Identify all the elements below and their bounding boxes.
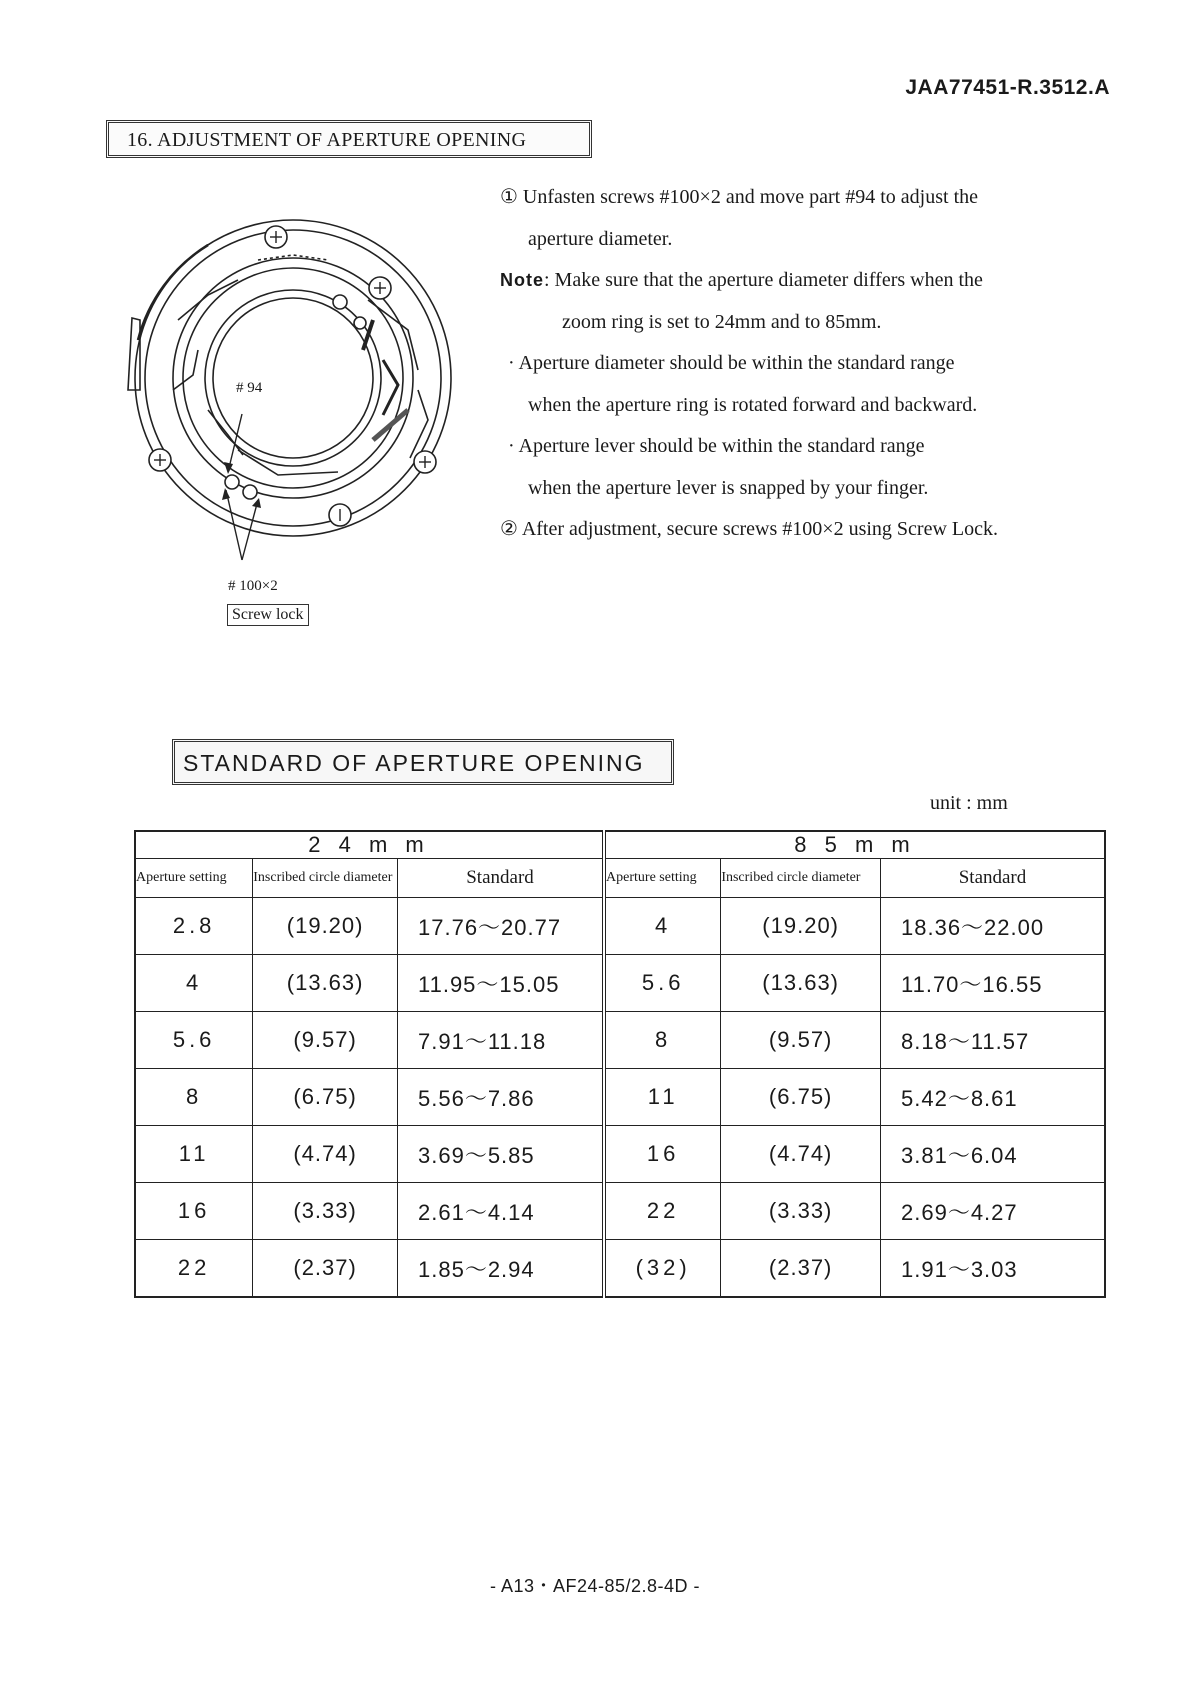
inscribed-85: (19.20) bbox=[721, 898, 881, 955]
group-24mm: 2 4 m m bbox=[135, 831, 604, 859]
col-inscribed-85: Inscribed circle diameter bbox=[721, 859, 881, 898]
aperture-85: 16 bbox=[604, 1126, 721, 1183]
table-row bbox=[135, 1069, 1105, 1126]
inscribed-24: (9.57) bbox=[253, 1012, 398, 1069]
table-column-header bbox=[135, 859, 1105, 898]
standard-24: 1.85～2.94 bbox=[398, 1240, 605, 1298]
table-row bbox=[135, 1126, 1105, 1183]
standard-title: STANDARD OF APERTURE OPENING bbox=[172, 739, 674, 785]
standard-24: 3.69～5.85 bbox=[398, 1126, 605, 1183]
table-row bbox=[135, 1183, 1105, 1240]
bullet2-line2: when the aperture lever is snapped by your finger. bbox=[528, 476, 929, 499]
group-85mm: 8 5 m m bbox=[604, 831, 1105, 859]
step1-line1: ① Unfasten screws #100×2 and move part #94 to adjust the bbox=[500, 186, 978, 208]
instructions bbox=[500, 177, 1140, 551]
bullet2-line1: · Aperture lever should be within the standard range bbox=[508, 435, 925, 457]
unit-label: unit : mm bbox=[930, 792, 1008, 814]
table-row bbox=[135, 1012, 1105, 1069]
aperture-24: 2.8 bbox=[135, 898, 253, 955]
standard-24: 2.61～4.14 bbox=[398, 1183, 605, 1240]
note-text: : Make sure that the aperture diameter differs when the bbox=[544, 269, 983, 291]
inscribed-85: (4.74) bbox=[721, 1126, 881, 1183]
aperture-24: 16 bbox=[135, 1183, 253, 1240]
aperture-24: 8 bbox=[135, 1069, 253, 1126]
bullet1-line2: when the aperture ring is rotated forward and backward. bbox=[528, 393, 978, 416]
bullet1-line1: · Aperture diameter should be within the standard range bbox=[508, 352, 955, 374]
table-row bbox=[135, 898, 1105, 955]
inscribed-85: (3.33) bbox=[721, 1183, 881, 1240]
screw-lock-label: Screw lock bbox=[227, 604, 309, 626]
inscribed-85: (13.63) bbox=[721, 955, 881, 1012]
aperture-24: 4 bbox=[135, 955, 253, 1012]
col-standard-85: Standard bbox=[881, 859, 1106, 898]
inscribed-85: (2.37) bbox=[721, 1240, 881, 1298]
aperture-85: (32) bbox=[604, 1240, 721, 1298]
screw-100-label: # 100×2 bbox=[228, 578, 278, 594]
aperture-85: 22 bbox=[604, 1183, 721, 1240]
document-id: JAA77451-R.3512.A bbox=[905, 76, 1110, 99]
aperture-85: 5.6 bbox=[604, 955, 721, 1012]
standard-24: 11.95～15.05 bbox=[398, 955, 605, 1012]
standard-24: 17.76～20.77 bbox=[398, 898, 605, 955]
note-label: Note bbox=[500, 270, 544, 290]
col-standard-24: Standard bbox=[398, 859, 605, 898]
note-line1 bbox=[500, 260, 1140, 302]
standard-85: 3.81～6.04 bbox=[881, 1126, 1106, 1183]
part-94-label: # 94 bbox=[236, 380, 263, 396]
col-aperture-24: Aperture setting bbox=[135, 859, 253, 898]
table-group-header bbox=[135, 831, 1105, 859]
lens-mount-diagram bbox=[118, 200, 478, 590]
inscribed-85: (9.57) bbox=[721, 1012, 881, 1069]
aperture-standard-table bbox=[134, 830, 1106, 1298]
inscribed-24: (4.74) bbox=[253, 1126, 398, 1183]
inscribed-24: (2.37) bbox=[253, 1240, 398, 1298]
standard-24: 5.56～7.86 bbox=[398, 1069, 605, 1126]
aperture-85: 4 bbox=[604, 898, 721, 955]
col-inscribed-24: Inscribed circle diameter bbox=[253, 859, 398, 898]
standard-85: 2.69～4.27 bbox=[881, 1183, 1106, 1240]
step1-line2: aperture diameter. bbox=[528, 227, 673, 250]
aperture-24: 22 bbox=[135, 1240, 253, 1298]
inscribed-24: (6.75) bbox=[253, 1069, 398, 1126]
inscribed-24: (19.20) bbox=[253, 898, 398, 955]
standard-85: 8.18～11.57 bbox=[881, 1012, 1106, 1069]
standard-85: 1.91～3.03 bbox=[881, 1240, 1106, 1298]
table-row bbox=[135, 1240, 1105, 1298]
aperture-24: 11 bbox=[135, 1126, 253, 1183]
inscribed-24: (13.63) bbox=[253, 955, 398, 1012]
page-footer: - A13・AF24-85/2.8-4D - bbox=[489, 1576, 701, 1596]
step2-line: ② After adjustment, secure screws #100×2 using Screw Lock. bbox=[500, 518, 998, 540]
table-row bbox=[135, 955, 1105, 1012]
aperture-85: 11 bbox=[604, 1069, 721, 1126]
section-title: 16. ADJUSTMENT OF APERTURE OPENING bbox=[106, 120, 592, 158]
standard-85: 5.42～8.61 bbox=[881, 1069, 1106, 1126]
standard-24: 7.91～11.18 bbox=[398, 1012, 605, 1069]
col-aperture-85: Aperture setting bbox=[604, 859, 721, 898]
inscribed-24: (3.33) bbox=[253, 1183, 398, 1240]
aperture-24: 5.6 bbox=[135, 1012, 253, 1069]
standard-85: 18.36～22.00 bbox=[881, 898, 1106, 955]
note-line2: zoom ring is set to 24mm and to 85mm. bbox=[562, 310, 882, 333]
inscribed-85: (6.75) bbox=[721, 1069, 881, 1126]
aperture-85: 8 bbox=[604, 1012, 721, 1069]
standard-85: 11.70～16.55 bbox=[881, 955, 1106, 1012]
